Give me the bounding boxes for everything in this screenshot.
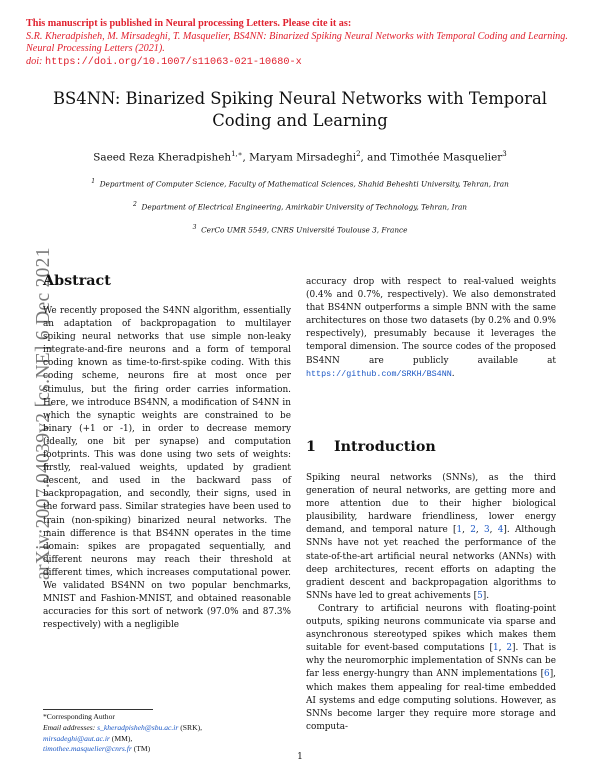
affiliation-number: 2: [132, 201, 137, 208]
author-name: Saeed Reza Kheradpisheh: [93, 151, 232, 164]
citation-link[interactable]: 2: [506, 643, 513, 654]
footnote: [43, 712, 303, 755]
arxiv-stamp-text: arXiv:2007.04039v2 [cs.NE] 6 Dec 2021: [33, 247, 54, 580]
footnote-rule: [43, 709, 153, 710]
affiliation-text: CerCo UMR 5549, CNRS Université Toulouse 3, France: [201, 225, 408, 235]
introduction-body: [306, 472, 556, 734]
affiliation: [40, 178, 560, 188]
citation-link[interactable]: 2: [470, 525, 476, 536]
author-separator: , and: [360, 151, 390, 164]
affiliation: [40, 201, 560, 211]
affiliation-number: 1: [91, 178, 96, 185]
citation-link[interactable]: 6: [544, 669, 550, 680]
intro-text: ].: [482, 590, 490, 601]
intro-text: ]. That is why the neuromorphic implementation of SNNs can be far less energy-hungry than ANN implementations [: [306, 643, 556, 680]
paper-title: BS4NN: Binarized Spiking Neural Networks with Temporal Coding and Learning: [53, 89, 547, 130]
citation-link[interactable]: 5: [477, 590, 483, 601]
email-link[interactable]: timothee.masquelier@cnrs.fr: [43, 744, 132, 754]
section-title: Introduction: [333, 439, 436, 455]
doi-link[interactable]: https://doi.org/10.1007/s11063-021-10680-x: [44, 56, 302, 68]
intro-text: ]. Although SNNs have not yet reached the performance of the state-of-the-art artificial neural networks (ANNs) with deep architectures, recent efforts on adapting the gradient descent and backpropagation algorithms to SNNs have led to great achivements [: [306, 525, 556, 601]
author-separator: ,: [242, 151, 250, 164]
email-owner: (TM): [131, 744, 151, 754]
affiliation-text: Department of Electrical Engineering, Amirkabir University of Technology, Tehran, Iran: [141, 202, 467, 212]
abstract-text: accuracy drop with respect to real-valued weights (0.4% and 0.7%, respectively). We also demonstrated that BS4NN outperforms a simple BNN with the same architectures on those two datasets (by 0.2% and 0.9% respectively), presumably because it leverages the temporal dimension. The source codes of the proposed BS4NN are publicly available at: [306, 277, 556, 366]
affiliation-number: 3: [192, 224, 197, 231]
email-link[interactable]: s_kheradpisheh@sbu.ac.ir: [97, 722, 179, 732]
email-owner: (MM),: [109, 733, 133, 743]
email-link[interactable]: mirsadeghi@aut.ac.ir: [43, 733, 110, 743]
notice-citation: S.R. Kheradpisheh, M. Mirsadeghi, T. Masquelier, BS4NN: Binarized Spiking Neural Networks with Temporal Coding and Learning. Neural Processing Letters (2021).: [26, 30, 568, 55]
abstract-text: We recently proposed the S4NN algorithm, essentially an adaptation of backpropagation to multilayer spiking neural networks that use simple non-leaky integrate-and-fire neurons and a form of temporal coding known as time-to-first-spike coding. With this coding scheme, neurons fire at most once per stimulus, but the firing order carries information. Here, we introduce BS4NN, a modification of S4NN in which the synaptic weights are constrained to be binary (+1 or -1), in order to decrease memory (ideally, one bit per synapse) and computation footprints. This was done using two sets of weights: firstly, real-valued weights, updated by gradient descent, and used in the backward pass of backpropagation, and secondly, their signs, used in the forward pass. Similar strategies have been used to train (non-spiking) binarized neural networks. The main difference is that BS4NN operates in the time domain: spikes are propagated sequentially, and different neurons may reach their threshold at different times, which increases computational power. We validated BS4NN on two popular benchmarks, MNIST and Fashion-MNIST, and obtained reasonable accuracies for this sort of network (97.0% and 87.3% respectively) with a negligible: [43, 306, 291, 631]
author-name: Timothée Masquelier: [389, 151, 503, 164]
doi-label: doi:: [26, 55, 45, 67]
section-number: 1: [306, 439, 316, 455]
author-list: [40, 150, 560, 163]
notice-line: This manuscript is published in Neural processing Letters. Please cite it as:: [26, 18, 352, 29]
citation-link[interactable]: 1: [492, 643, 499, 654]
author-affil-mark: 2: [356, 150, 361, 158]
abstract-continuation: [306, 276, 556, 381]
author-affil-mark: 1,∗: [231, 150, 243, 158]
author-affil-mark: 3: [502, 150, 507, 158]
citation-link[interactable]: 3: [484, 525, 490, 536]
abstract-body-left: [43, 305, 291, 632]
abstract-heading: Abstract: [43, 273, 111, 289]
page-number: 1: [297, 752, 303, 762]
publication-notice: [26, 18, 571, 69]
abstract-text: .: [451, 368, 455, 379]
intro-text: Contrary to artificial neurons with floating-point outputs, spiking neurons communicate via sparse and asynchronous stereotyped spikes which makes them suitable for event-based computations [: [306, 603, 556, 654]
email-owner: (SRK),: [178, 722, 203, 732]
intro-text: ], which makes them appealing for real-time embedded AI systems and edge computing solutions. However, as SNNs become larger they require more storage and computa-: [306, 669, 556, 732]
introduction-heading: [306, 439, 436, 455]
author-name: Maryam Mirsadeghi: [249, 151, 357, 164]
affiliation: [40, 224, 560, 234]
intro-text: Spiking neural networks (SNNs), as the third generation of neural networks, are getting more and more attention due to their higher biological plausibility, hardware friendliness, lower energy demand, and temporal nature [: [306, 473, 556, 536]
abstract-body-right: [306, 276, 556, 381]
citation-link[interactable]: 4: [497, 525, 504, 536]
arxiv-stamp: [4, 200, 54, 580]
affiliation-text: Department of Computer Science, Faculty of Mathematical Sciences, Shahid Beheshti University, Tehran, Iran: [99, 179, 509, 189]
citation-link[interactable]: 1: [456, 525, 463, 536]
corresponding-author-note: *Corresponding Author: [43, 712, 115, 721]
email-label: Email addresses:: [43, 722, 98, 732]
source-code-link[interactable]: https://github.com/SRKH/BS4NN: [306, 368, 452, 379]
intro-paragraph: Spiking neural networks (SNNs), as the third generation of neural networks, are getting more and more attention due to their higher biological plausibility, hardware friendliness, lower energy demand, and temporal nature [1, 2, 3, 4]. Although SNNs have not yet reached the performance of the state-of-the-art artificial neural networks (ANNs) with deep architectures, recent efforts on adapting the gradient descent and backpropagation algorithms to SNNs have led to great achivements [5].: [306, 473, 556, 601]
intro-paragraph: Contrary to artificial neurons with floating-point outputs, spiking neurons communicate via sparse and asynchronous stereotyped spikes which makes them suitable for event-based computations [1, 2]. That is why the neuromorphic implementation of SNNs can be far less energy-hungry than ANN implementations [6], which makes them appealing for real-time embedded AI systems and edge computing solutions. However, as SNNs become larger they require more storage and computa-: [306, 603, 556, 732]
